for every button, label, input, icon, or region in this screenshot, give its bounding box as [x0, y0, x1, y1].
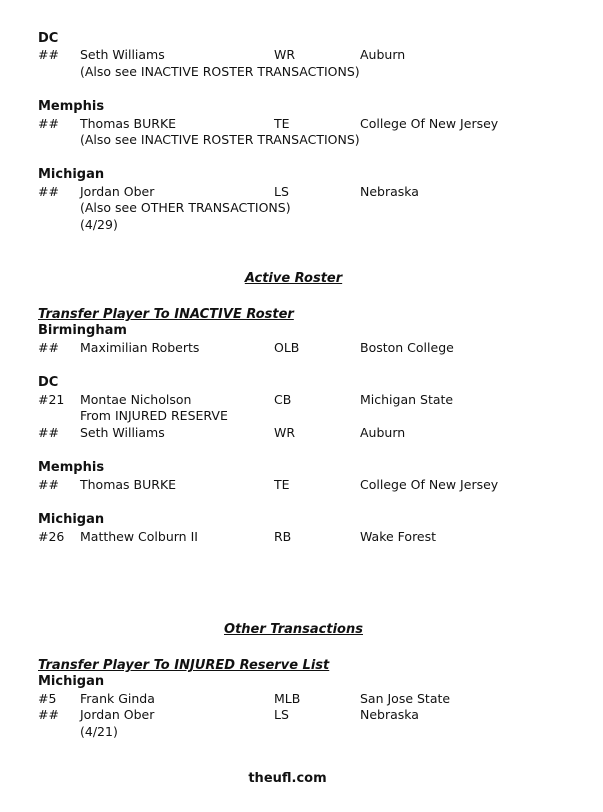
player-position: MLB [274, 691, 301, 706]
player-school: College Of New Jersey [360, 477, 499, 492]
player-school: San Jose State [360, 691, 451, 706]
team-heading-michigan: Michigan [38, 512, 105, 527]
player-position: LS [274, 184, 289, 199]
team-heading-michigan: Michigan [38, 167, 105, 182]
player-school: Michigan State [360, 392, 454, 407]
player-number: ## [38, 707, 59, 722]
subsection-heading: Transfer Player To INACTIVE Roster [38, 307, 294, 322]
player-position: TE [274, 477, 290, 492]
player-number: ## [38, 184, 59, 199]
player-name: Montae Nicholson [80, 392, 192, 407]
team-heading-michigan: Michigan [38, 674, 105, 689]
player-position: WR [274, 425, 296, 440]
player-name: Maximilian Roberts [80, 340, 200, 355]
team-heading-dc: DC [38, 31, 59, 46]
player-school: Auburn [360, 47, 406, 62]
player-name: Seth Williams [80, 425, 165, 440]
section-heading-other-transactions: Other Transactions [224, 622, 363, 637]
player-name: Matthew Colburn II [80, 529, 198, 544]
player-position: OLB [274, 340, 300, 355]
team-heading-memphis: Memphis [38, 99, 105, 114]
player-school: College Of New Jersey [360, 116, 499, 131]
transaction-note: From INJURED RESERVE [80, 408, 228, 423]
player-position: RB [274, 529, 292, 544]
transaction-note: (Also see INACTIVE ROSTER TRANSACTIONS) [80, 64, 360, 79]
player-number: ## [38, 340, 59, 355]
team-heading-memphis: Memphis [38, 460, 105, 475]
transaction-date: (4/21) [80, 724, 118, 739]
team-heading-dc: DC [38, 375, 59, 390]
player-name: Jordan Ober [80, 184, 155, 199]
player-name: Seth Williams [80, 47, 165, 62]
player-name: Thomas BURKE [80, 477, 177, 492]
player-number: ## [38, 116, 59, 131]
player-position: WR [274, 47, 296, 62]
player-school: Nebraska [360, 184, 419, 199]
player-number: #26 [38, 529, 65, 544]
player-number: ## [38, 425, 59, 440]
player-school: Boston College [360, 340, 454, 355]
transaction-date: (4/29) [80, 217, 118, 232]
player-position: LS [274, 707, 289, 722]
player-school: Wake Forest [360, 529, 437, 544]
player-number: ## [38, 47, 59, 62]
player-name: Thomas BURKE [80, 116, 177, 131]
footer-website: theufl.com [248, 771, 327, 786]
transaction-note: (Also see INACTIVE ROSTER TRANSACTIONS) [80, 132, 360, 147]
player-name: Jordan Ober [80, 707, 155, 722]
player-position: CB [274, 392, 292, 407]
subsection-heading: Transfer Player To INJURED Reserve List [38, 658, 330, 673]
transaction-note: (Also see OTHER TRANSACTIONS) [80, 200, 291, 215]
section-heading-active-roster: Active Roster [244, 271, 343, 286]
player-number: #21 [38, 392, 65, 407]
player-number: #5 [38, 691, 57, 706]
player-school: Nebraska [360, 707, 419, 722]
player-school: Auburn [360, 425, 406, 440]
player-position: TE [274, 116, 290, 131]
player-name: Frank Ginda [80, 691, 155, 706]
team-heading-birmingham: Birmingham [38, 323, 127, 338]
player-number: ## [38, 477, 59, 492]
